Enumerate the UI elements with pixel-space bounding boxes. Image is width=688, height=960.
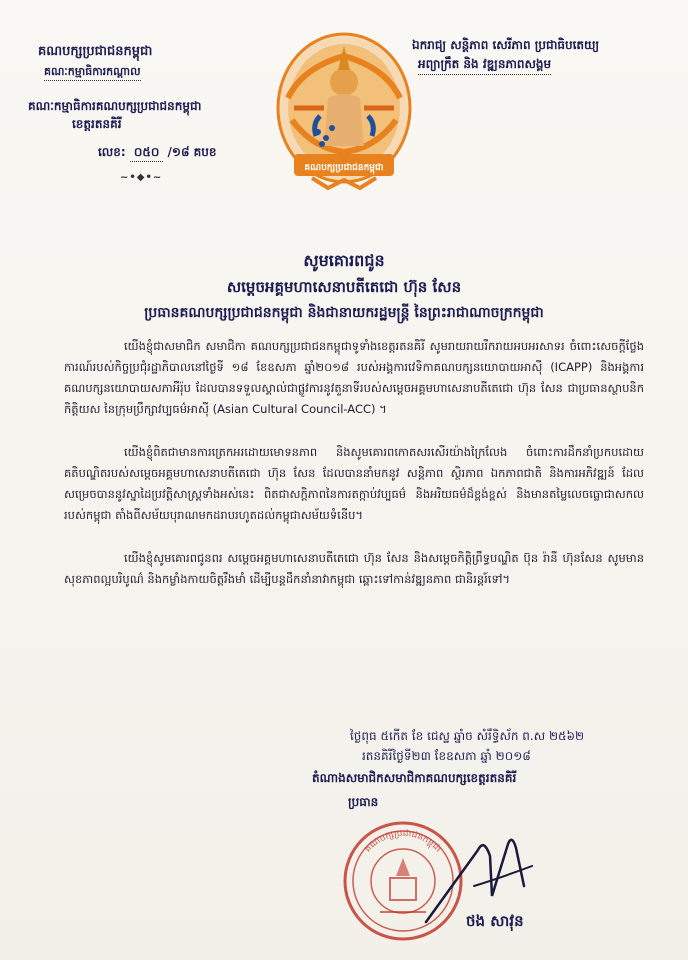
handwritten-signature [420,826,540,926]
title-addressee-name: សម្តេចអគ្គមហាសេនាបតីតេជោ ហ៊ុន សែន [226,278,462,296]
lunar-date: ថ្ងៃពុធ ៥កើត ខែ ជេស្ឋ ឆ្នាំច សំរឹទ្ធិស័ក ព.ស ២៥៦២ [350,729,585,743]
reference-number: ០៥០ [130,143,164,162]
reference-label: លេខ: [98,145,126,159]
emblem-banner: គណបក្សប្រជាជនកម្ពុជា [304,163,384,173]
reference-line [98,143,258,162]
provincial-committee: គណៈកម្មាធិការគណបក្សប្រជាជនកម្ពុជា [28,99,202,113]
title-respectfully: សូមគោរពជូន [303,251,385,270]
party-emblem [272,28,416,198]
title-addressee-role: ប្រធានគណបក្សប្រជាជនកម្ពុជា និងជានាយករដ្ឋមន្ត្រី នៃព្រះរាជាណាចក្រកម្ពុជា [144,305,544,321]
signer-role: ប្រធាន [348,795,379,809]
reference-suffix: /១៨ គបខ [167,145,217,159]
party-name: គណបក្សប្រជាជនកម្ពុជា [38,44,153,59]
motto-line-2: អព្យាក្រឹត និង វឌ្ឍនភាពសង្គម [418,55,551,75]
central-committee: គណៈកម្មាធិការកណ្តាល [44,64,141,82]
province-name: ខេត្តរតនគិរី [72,117,122,131]
seal-text: គណបក្សប្រជាជនកម្ពុជា [363,828,443,855]
representative-line: តំណាងសមាជិកសមាជិកាគណបក្សខេត្តរតនគិរី [312,771,517,785]
left-letterhead [28,42,258,185]
body-paragraph-3: យើងខ្ញុំសូមគោរពជូនពរ សម្តេចអគ្គមហាសេនាបតីតេជោ ហ៊ុន សែន និងសម្តេចកិត្តិព្រឹទ្ធបណ្ឌិត ប៊ុន រ៉ានី ហ៊ុនសែន សូមមានសុខភាពល្អបរិបូណ៌ និងកម្លាំងកាយចិត្តរឹងមាំ ដើម្បីបន្តដឹកនាំនាវាកម្ពុជា ឆ្ពោះទៅកាន់វឌ្ឍនភាព ជានិរន្តរ៍ទៅ។ [64,551,644,586]
closing-block [312,726,656,812]
letter-body [64,336,644,612]
motto-line-1: ឯករាជ្យ សន្តិភាព សេរីភាព ប្រជាធិបតេយ្យ [412,38,600,52]
body-paragraph-2: យើងខ្ញុំពិតជាមានការត្រេកអរដោយមោទនភាព និងសូមគោរពកោតសរសើរយ៉ាងក្រៃលែង ចំពោះការដឹកនាំប្រកបដោយគតិបណ្ឌិតរបស់សម្តេចអគ្គមហាសេនាបតីតេជោ ហ៊ុន សែន ដែលបាននាំមកនូវ សន្តិភាព ស្ថិរភាព ឯកភាពជាតិ និងការអភិវឌ្ឍន៍ ដែលសម្រេចបាននូវស្នាដៃប្រវត្តិសាស្ត្រទាំងអស់នេះ ពិតជាសក្តិភាពនៃការតក្កាប់វប្បធម៌ និងអរិយធម៌ដ៏ខ្ពង់ខ្ពស់ និងមានតម្លៃលេចធ្លោជាសកលរបស់កម្ពុជា តាំងពីសម័យបុរាណមកដរាបរហូតដល់កម្ពុជាសម័យទំនើប។ [64,445,644,522]
solar-date: រតនគិរីថ្ងៃទី២៣ ខែឧសភា ឆ្នាំ ២០១៨ [362,749,531,763]
ornament-divider: ~•◆•~ [120,172,163,183]
right-letterhead [412,36,672,75]
body-paragraph-1: យើងខ្ញុំជាសមាជិក សមាជិកា គណបក្សប្រជាជនកម្ពុជាទូទាំងខេត្តរតនគិរី សូមរាយរាយរីករាយអបអរសាទរ ចំពោះសេចក្តីថ្លែងការណ៍របស់កិច្ចប្រជុំរដ្ឋាភិបាលនៅថ្ងៃទី ១៨ ខែឧសភា ឆ្នាំ២០១៨ របស់អង្គការវេទិកាគណបក្សនយោបាយអាស៊ី (ICAPP) និងអង្គការគណបក្សនយោបាយសភាអឺរ៉ុប ដែលបានទទួលស្គាល់ជាផ្លូវការនូវតួនាទីរបស់សម្តេចអគ្គមហាសេនាបតីតេជោ ហ៊ុន សែន ជាប្រធានស្ថាបនិកកិត្តិយស នៃក្រុមប្រឹក្សាវប្បធម៌អាស៊ី (Asian Cultural Council-ACC) ។ [64,339,644,416]
addressee-title [0,248,688,326]
signer-name: ថង សាវុន [466,912,524,930]
